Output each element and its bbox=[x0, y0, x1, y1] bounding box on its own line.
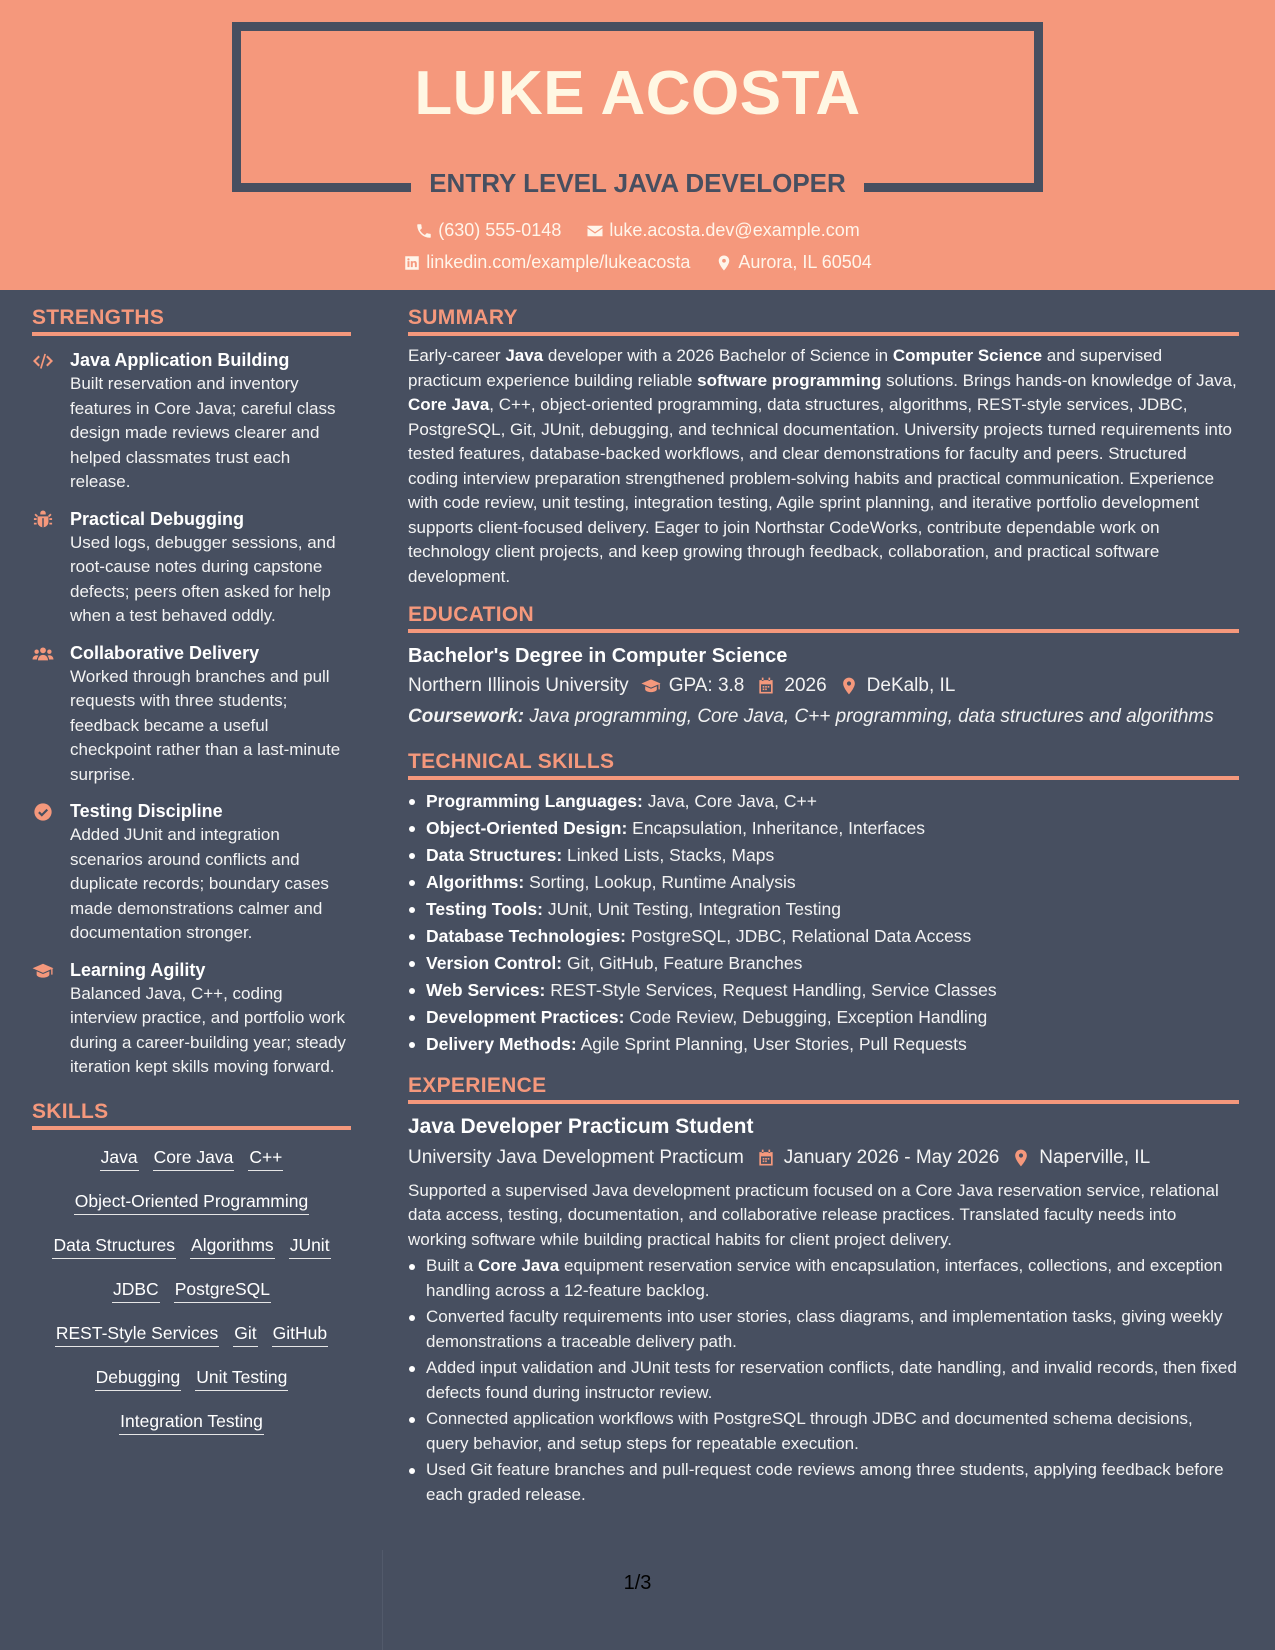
bold-text: Computer Science bbox=[892, 346, 1043, 365]
skill-tag: JUnit bbox=[289, 1232, 331, 1259]
strength-title: Practical Debugging bbox=[70, 508, 245, 529]
list-item bbox=[408, 815, 1239, 842]
skill-value: Java, Core Java, C++ bbox=[642, 790, 817, 811]
skills-row bbox=[32, 1320, 351, 1350]
list-item bbox=[408, 869, 1239, 896]
candidate-role: ENTRY LEVEL JAVA DEVELOPER bbox=[411, 165, 864, 201]
skill-tag: PostgreSQL bbox=[174, 1276, 271, 1303]
bug-icon bbox=[32, 510, 54, 530]
skill-tag: Data Structures bbox=[52, 1232, 176, 1259]
skill-label: Database Technologies: bbox=[426, 925, 627, 946]
skill-value: PostgreSQL, JDBC, Relational Data Access bbox=[626, 925, 972, 946]
resume-header bbox=[0, 0, 1275, 290]
degree-title: Bachelor's Degree in Computer Science bbox=[408, 645, 788, 667]
skills-row bbox=[32, 1232, 351, 1262]
technical-skills-heading: TECHNICAL SKILLS bbox=[408, 750, 1239, 780]
list-item bbox=[408, 923, 1239, 950]
skill-value: Git, GitHub, Feature Branches bbox=[562, 952, 803, 973]
text-run: Used Git feature branches and pull-request code reviews among three students, applying feedback before each graded release. bbox=[426, 1460, 1224, 1504]
skill-value: Sorting, Lookup, Runtime Analysis bbox=[524, 871, 796, 892]
job-org: University Java Development Practicum bbox=[408, 1146, 744, 1168]
strength-desc: Used logs, debugger sessions, and root-cause notes during capstone defects; peers often asked for help when a test behaved oddly. bbox=[70, 532, 336, 625]
location-text: Aurora, IL 60504 bbox=[738, 252, 872, 272]
map-pin-icon bbox=[715, 254, 733, 272]
strength-title: Testing Discipline bbox=[70, 801, 223, 821]
list-item bbox=[408, 842, 1239, 869]
job-dates: January 2026 - May 2026 bbox=[783, 1146, 1000, 1168]
bold-text: Core Java bbox=[477, 1256, 560, 1275]
strength-title: Collaborative Delivery bbox=[70, 642, 260, 663]
job-location: Naperville, IL bbox=[1039, 1146, 1151, 1168]
skill-label: Data Structures: bbox=[426, 844, 563, 865]
map-pin-icon bbox=[1011, 1148, 1031, 1168]
summary-text bbox=[408, 344, 1239, 589]
bold-text: software programming bbox=[697, 370, 882, 390]
skill-tag: JDBC bbox=[112, 1276, 160, 1303]
contact-line-1 bbox=[0, 220, 1275, 245]
skill-label: Algorithms: bbox=[426, 871, 525, 892]
skill-value: JUnit, Unit Testing, Integration Testing bbox=[542, 898, 841, 919]
list-item bbox=[408, 1356, 1239, 1405]
list-item bbox=[408, 1004, 1239, 1031]
skill-tag: Git bbox=[233, 1320, 257, 1347]
bold-text: Java bbox=[505, 346, 544, 365]
experience-heading: EXPERIENCE bbox=[408, 1074, 1239, 1104]
skill-label: Testing Tools: bbox=[426, 898, 543, 919]
list-item bbox=[408, 788, 1239, 815]
text-run: and supervised practicum experience building reliable bbox=[408, 346, 1163, 390]
list-item bbox=[408, 1458, 1239, 1507]
skills-row bbox=[32, 1364, 351, 1394]
education-heading: EDUCATION bbox=[408, 603, 1239, 633]
job-meta bbox=[408, 1145, 1239, 1171]
phone-icon bbox=[415, 222, 433, 240]
strength-item bbox=[32, 507, 351, 629]
right-column bbox=[408, 306, 1239, 1509]
column-divider bbox=[382, 1550, 383, 1650]
skills-tags bbox=[32, 1144, 351, 1438]
skill-label: Programming Languages: bbox=[426, 790, 643, 811]
skills-row bbox=[32, 1188, 351, 1218]
job-description: Supported a supervised Java development practicum focused on a Core Java reservation service, relational data access, testing, documentation, and collaborative release practices. Translated faculty needs into working software while building practical habits for client project delivery. bbox=[408, 1180, 1219, 1249]
linkedin-text: linkedin.com/example/lukeacosta bbox=[426, 252, 691, 272]
graduation-year: 2026 bbox=[784, 675, 827, 696]
list-item bbox=[408, 1031, 1239, 1058]
skill-label: Object-Oriented Design: bbox=[426, 817, 628, 838]
list-item bbox=[408, 950, 1239, 977]
skill-tag: C++ bbox=[248, 1144, 283, 1171]
phone-text: (630) 555-0148 bbox=[438, 220, 562, 240]
text-run: solutions. Brings hands-on knowledge of Java, bbox=[881, 370, 1237, 390]
text-run: developer with a 2026 Bachelor of Science in bbox=[543, 346, 893, 365]
skill-label: Version Control: bbox=[426, 952, 563, 973]
strength-desc: Added JUnit and integration scenarios around conflicts and duplicate records; boundary cases made demonstrations calmer and documentation stronger. bbox=[70, 825, 329, 942]
skill-tag: Integration Testing bbox=[119, 1408, 264, 1435]
strength-title: Learning Agility bbox=[70, 959, 206, 980]
contact-linkedin[interactable] bbox=[403, 252, 690, 273]
list-item bbox=[408, 1407, 1239, 1456]
summary-heading: SUMMARY bbox=[408, 306, 1239, 336]
strength-item bbox=[32, 799, 351, 946]
skill-label: Delivery Methods: bbox=[426, 1033, 577, 1054]
skill-tag: Core Java bbox=[153, 1144, 235, 1171]
job-title: Java Developer Practicum Student bbox=[408, 1114, 754, 1138]
graduation-cap-icon bbox=[641, 676, 661, 696]
skills-heading: SKILLS bbox=[32, 1100, 351, 1130]
technical-skills-list bbox=[408, 788, 1239, 1058]
skill-value: REST-Style Services, Request Handling, Service Classes bbox=[545, 979, 997, 1000]
skill-tag: Algorithms bbox=[190, 1232, 275, 1259]
skill-value: Agile Sprint Planning, User Stories, Pull Requests bbox=[576, 1033, 967, 1054]
check-circle-icon bbox=[32, 802, 54, 822]
text-run: Added input validation and JUnit tests for reservation conflicts, date handling, and invalid records, then fixed defects found during instructor review. bbox=[426, 1358, 1237, 1402]
calendar-icon bbox=[756, 676, 776, 696]
school-location: DeKalb, IL bbox=[866, 675, 956, 696]
contact-location bbox=[715, 252, 871, 273]
role-wrap bbox=[0, 165, 1275, 201]
users-icon bbox=[32, 644, 54, 664]
skill-tag: Object-Oriented Programming bbox=[74, 1188, 309, 1215]
text-run: Built a bbox=[426, 1256, 478, 1275]
skill-tag: GitHub bbox=[272, 1320, 328, 1347]
linkedin-icon bbox=[403, 254, 421, 272]
strength-item bbox=[32, 348, 351, 495]
education-meta bbox=[408, 673, 1239, 699]
page-number: 1/3 bbox=[623, 1572, 652, 1594]
text-run: Early-career bbox=[408, 346, 506, 365]
list-item bbox=[408, 977, 1239, 1004]
skills-row bbox=[32, 1276, 351, 1306]
list-item bbox=[408, 1254, 1239, 1303]
strength-desc: Balanced Java, C++, coding interview practice, and portfolio work during a career-building year; steady iteration kept skills moving forward. bbox=[70, 983, 346, 1076]
skill-tag: REST-Style Services bbox=[55, 1320, 219, 1347]
candidate-name: LUKE ACOSTA bbox=[414, 59, 861, 128]
job-bullets bbox=[408, 1254, 1239, 1507]
code-icon bbox=[32, 351, 54, 371]
contact-email[interactable] bbox=[586, 220, 859, 241]
left-column bbox=[32, 306, 351, 1438]
text-run: equipment reservation service with encapsulation, interfaces, collections, and exception handling across a 12-feature backlog. bbox=[426, 1256, 1223, 1300]
list-item bbox=[408, 896, 1239, 923]
coursework bbox=[408, 705, 1239, 730]
strength-item bbox=[32, 958, 351, 1080]
envelope-icon bbox=[586, 222, 604, 240]
strength-desc: Built reservation and inventory features in Core Java; careful class design made reviews clearer and helped classmates trust each release. bbox=[70, 374, 336, 491]
email-text: luke.acosta.dev@example.com bbox=[609, 220, 860, 240]
graduation-cap-icon bbox=[32, 961, 54, 981]
contact-phone[interactable] bbox=[415, 220, 561, 241]
coursework-text: Java programming, Core Java, C++ programming, data structures and algorithms bbox=[524, 706, 1214, 727]
skill-label: Web Services: bbox=[426, 979, 546, 1000]
strengths-heading: STRENGTHS bbox=[32, 306, 351, 336]
calendar-icon bbox=[756, 1148, 776, 1168]
contact-line-2 bbox=[0, 252, 1275, 277]
strength-desc: Worked through branches and pull requests with three students; feedback became a useful checkpoint rather than a last-minute surprise. bbox=[70, 666, 341, 784]
gpa-text: GPA: 3.8 bbox=[668, 675, 745, 696]
bold-text: Core Java bbox=[408, 395, 490, 414]
coursework-label: Coursework: bbox=[408, 706, 525, 727]
school-name: Northern Illinois University bbox=[408, 675, 629, 696]
skill-tag: Java bbox=[100, 1144, 139, 1171]
skill-tag: Debugging bbox=[95, 1364, 182, 1391]
text-run: Converted faculty requirements into user stories, class diagrams, and implementation tasks, giving weekly demonstrations a traceable delivery path. bbox=[426, 1307, 1223, 1351]
skill-tag: Unit Testing bbox=[195, 1364, 288, 1391]
skill-value: Code Review, Debugging, Exception Handling bbox=[624, 1006, 988, 1027]
map-pin-icon bbox=[839, 676, 859, 696]
skill-value: Linked Lists, Stacks, Maps bbox=[562, 844, 775, 865]
skills-row bbox=[32, 1408, 351, 1438]
strength-item bbox=[32, 641, 351, 788]
text-run: Connected application workflows with PostgreSQL through JDBC and documented schema decisions, query behavior, and setup steps for repeatable execution. bbox=[426, 1409, 1193, 1453]
skill-value: Encapsulation, Inheritance, Interfaces bbox=[627, 817, 925, 838]
skills-row bbox=[32, 1144, 351, 1174]
text-run: , C++, object-oriented programming, data structures, algorithms, REST-style services, JDBC, PostgreSQL, Git, JUnit, debugging, and technical documentation. University projects turned requirements into tested features, database-backed workflows, and clear demonstrations for faculty and peers. Structured coding interview preparation strengthened problem-solving habits and practical communication. Experience with code review, unit testing, integration testing, Agile sprint planning, and iterative portfolio development supports client-focused delivery. Eager to join Northstar CodeWorks, contribute dependable work on technology client projects, and keep growing through feedback, collaboration, and practical software development. bbox=[408, 395, 1232, 586]
skill-label: Development Practices: bbox=[426, 1006, 625, 1027]
strength-title: Java Application Building bbox=[70, 350, 290, 370]
list-item bbox=[408, 1305, 1239, 1354]
